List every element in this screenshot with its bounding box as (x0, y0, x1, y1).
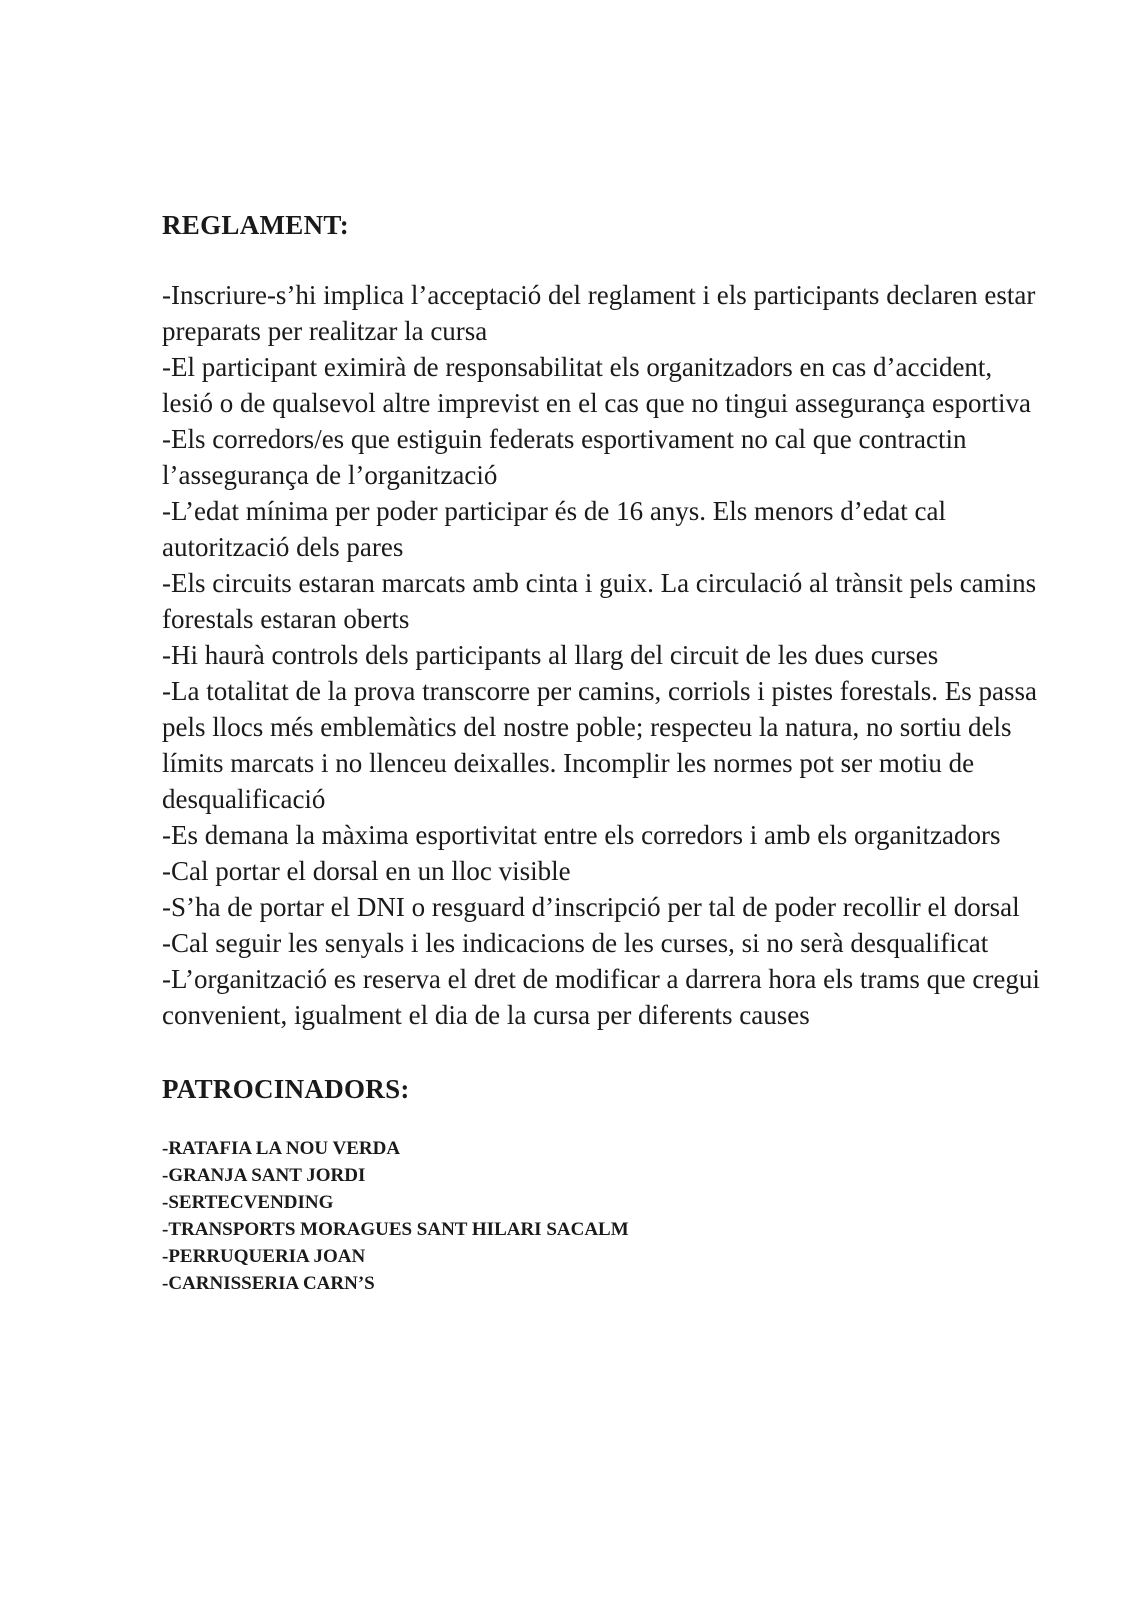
patrocinadors-heading: PATROCINADORS: (162, 1074, 410, 1104)
rule-item: -Els corredors/es que estiguin federats esportivament no cal que contractin l’assegurança de l’organització (162, 424, 967, 490)
rule-item: -L’organització es reserva el dret de modificar a darrera hora els trams que cregui convenient, igualment el dia de la cursa per diferents causes (162, 964, 1040, 1030)
rules-list (162, 277, 1042, 1033)
rule-item: -Els circuits estaran marcats amb cinta i guix. La circulació al trànsit pels camins forestals estaran oberts (162, 568, 1037, 634)
rule-item: -S’ha de portar el DNI o resguard d’inscripció per tal de poder recollir el dorsal (162, 892, 1020, 922)
rule-item: -El participant eximirà de responsabilitat els organitzadors en cas d’accident, lesió o de qualsevol altre imprevist en el cas que no tingui assegurança esportiva (162, 352, 1031, 418)
sponsor-item: -CARNISSERIA CARN’S (162, 1273, 375, 1294)
rule-item: -Inscriure-s’hi implica l’acceptació del reglament i els participants declaren estar preparats per realitzar la cursa (162, 280, 1036, 346)
sponsor-item: -GRANJA SANT JORDI (162, 1165, 366, 1186)
sponsors-list (162, 1135, 1042, 1297)
rule-item: -La totalitat de la prova transcorre per camins, corriols i pistes forestals. Es passa pels llocs més emblemàtics del nostre poble; respecteu la natura, no sortiu dels límits marcats i no llenceu deixalles. Incomplir les normes pot ser motiu de desqualificació (162, 676, 1037, 814)
rule-item: -Cal portar el dorsal en un lloc visible (162, 856, 571, 886)
rule-item: -Cal seguir les senyals i les indicacions de les curses, si no serà desqualificat (162, 928, 989, 958)
document-page (162, 207, 1042, 1297)
rule-item: -L’edat mínima per poder participar és de 16 anys. Els menors d’edat cal autorització dels pares (162, 496, 946, 562)
sponsor-item: -TRANSPORTS MORAGUES SANT HILARI SACALM (162, 1219, 629, 1240)
rule-item: -Hi haurà controls dels participants al llarg del circuit de les dues curses (162, 640, 939, 670)
rule-item: -Es demana la màxima esportivitat entre els corredors i amb els organitzadors (162, 820, 1001, 850)
reglament-heading: REGLAMENT: (162, 210, 350, 240)
sponsor-item: -RATAFIA LA NOU VERDA (162, 1138, 401, 1159)
sponsor-item: -PERRUQUERIA JOAN (162, 1246, 366, 1267)
sponsor-item: -SERTECVENDING (162, 1192, 334, 1213)
